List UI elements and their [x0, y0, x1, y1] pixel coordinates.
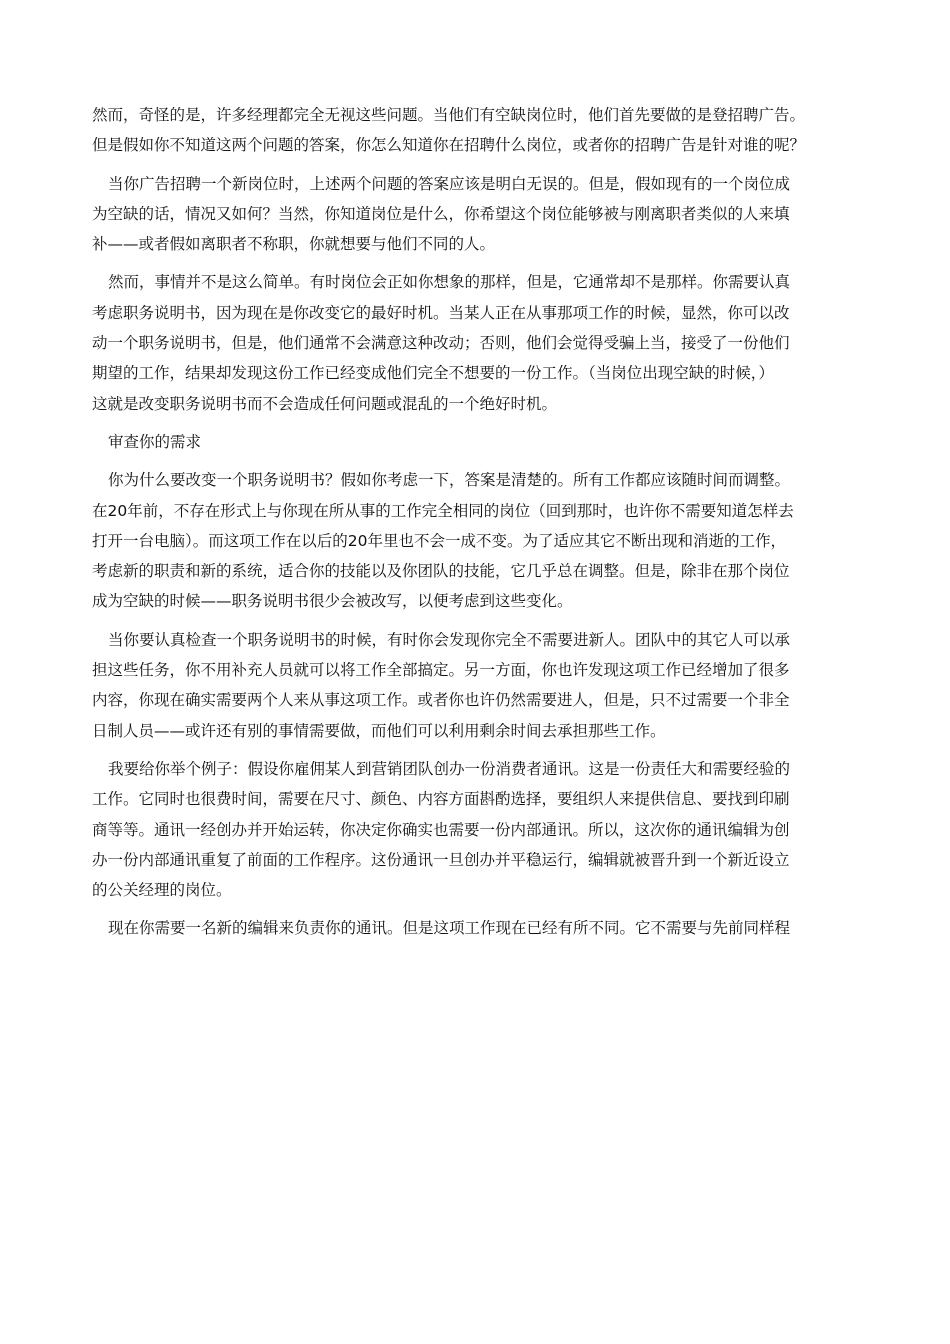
text-line: 这就是改变职务说明书而不会造成任何问题或混乱的一个绝好时机。 — [92, 394, 558, 413]
text-line: 内容，你现在确实需要两个人来从事这项工作。或者你也许仍然需要进人，但是，只不过需要一个非全 — [92, 691, 790, 710]
paragraph — [92, 754, 862, 905]
paragraph — [92, 100, 862, 161]
paragraph — [92, 913, 862, 943]
text-line: 为空缺的话，情况又如何？当然，你知道岗位是什么，你希望这个岗位能够被与刚离职者类似的人来填 — [92, 204, 790, 223]
text-line: 然而，事情并不是这么简单。有时岗位会正如你想象的那样，但是，它通常却不是那样。你需要认真 — [108, 273, 791, 292]
paragraph — [92, 169, 862, 260]
text-line: 成为空缺的时候——职务说明书很少会被改写，以便考虑到这些变化。 — [92, 592, 573, 611]
section-heading — [92, 427, 862, 457]
text-line: 在20年前，不存在形式上与你现在所从事的工作完全相同的岗位（回到那时，也许你不需要知道怎样去 — [92, 501, 794, 520]
heading-text: 审查你的需求 — [108, 432, 202, 451]
text-line: 办一份内部通讯重复了前面的工作程序。这份通讯一旦创办并平稳运行，编辑就被晋升到一个新近设立 — [92, 850, 790, 869]
text-line: 商等等。通讯一经创办并开始运转，你决定你确实也需要一份内部通讯。所以，这次你的通讯编辑为创 — [92, 820, 790, 839]
text-line: 动一个职务说明书，但是，他们通常不会满意这种改动；否则，他们会觉得受骗上当，接受了一份他们 — [92, 334, 790, 353]
text-line: 考虑新的职责和新的系统，适合你的技能以及你团队的技能，它几乎总在调整。但是，除非在那个岗位 — [92, 562, 790, 581]
text-line: 我要给你举个例子：假设你雇佣某人到营销团队创办一份消费者通讯。这是一份责任大和需要经验的 — [108, 759, 791, 778]
text-line: 现在你需要一名新的编辑来负责你的通讯。但是这项工作现在已经有所不同。它不需要与先前同样程 — [108, 919, 791, 938]
text-line: 日制人员——或许还有别的事情需要做，而他们可以利用剩余时间去承担那些工作。 — [92, 721, 666, 740]
document-body — [92, 100, 862, 944]
text-line: 担这些任务，你不用补充人员就可以将工作全部搞定。另一方面，你也许发现这项工作已经增加了很多 — [92, 661, 790, 680]
text-line: 然而，奇怪的是，许多经理都完全无视这些问题。当他们有空缺岗位时，他们首先要做的是登招聘广告。 — [92, 106, 806, 124]
text-line: 你为什么要改变一个职务说明书？假如你考虑一下，答案是清楚的。所有工作都应该随时间而调整。 — [108, 471, 791, 490]
text-line: 但是假如你不知道这两个问题的答案，你怎么知道你在招聘什么岗位，或者你的招聘广告是针对谁的呢？ — [92, 136, 806, 155]
text-line: 当你广告招聘一个新岗位时，上述两个问题的答案应该是明白无误的。但是，假如现有的一个岗位成 — [108, 174, 791, 193]
text-line: 考虑职务说明书，因为现在是你改变它的最好时机。当某人正在从事那项工作的时候，显然，你可以改 — [92, 303, 790, 322]
text-line: 工作。它同时也很费时间，需要在尺寸、颜色、内容方面斟酌选择，要组织人来提供信息、要找到印刷 — [92, 790, 790, 809]
paragraph — [92, 465, 862, 616]
text-line: 的公关经理的岗位。 — [92, 881, 232, 900]
text-line: 当你要认真检查一个职务说明书的时候，有时你会发现你完全不需要进新人。团队中的其它人可以承 — [108, 630, 791, 649]
paragraph — [92, 267, 862, 418]
text-line: 期望的工作，结果却发现这份工作已经变成他们完全不想要的一份工作。（当岗位出现空缺的时候，） — [92, 364, 775, 383]
text-line: 补——或者假如离职者不称职，你就想要与他们不同的人。 — [92, 235, 496, 254]
paragraph — [92, 625, 862, 746]
text-line: 打开一台电脑）。而这项工作在以后的20年里也不会一成不变。为了适应其它不断出现和消逝的工作， — [92, 531, 786, 550]
